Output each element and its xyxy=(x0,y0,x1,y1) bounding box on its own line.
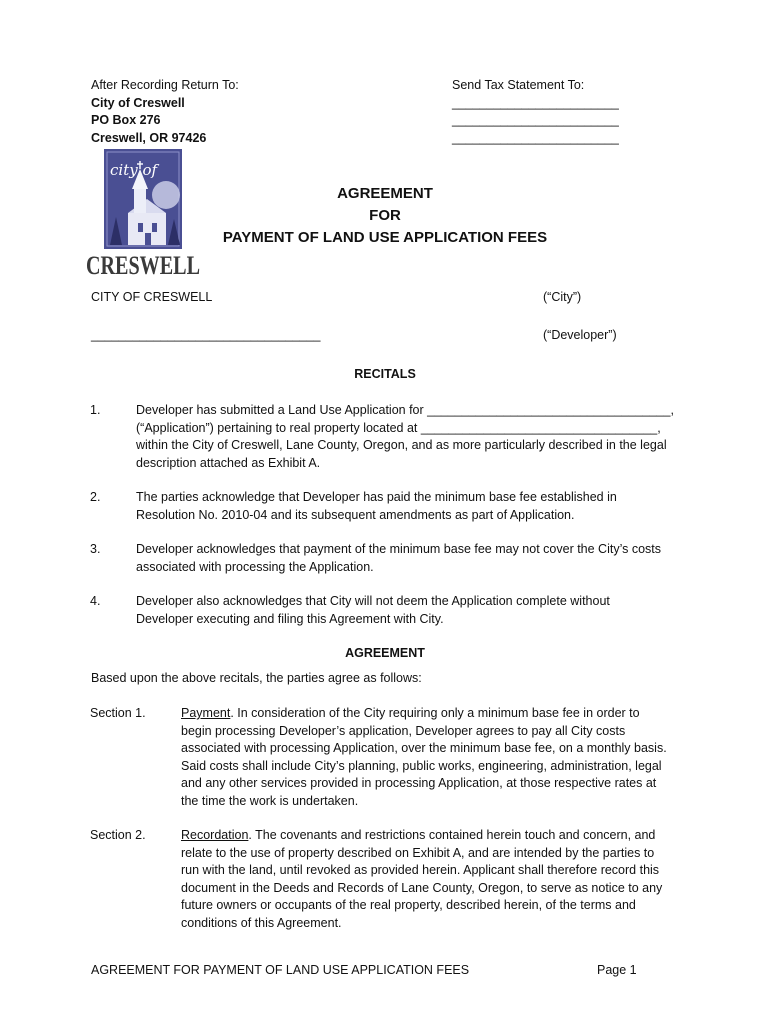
title-line: PAYMENT OF LAND USE APPLICATION FEES xyxy=(222,229,548,246)
section-text xyxy=(181,827,681,932)
recital-line: (“Application”) pertaining to real property located at __________________________________, xyxy=(136,420,661,435)
section-line: future owners or occupants of the real property, described herein, of the terms and xyxy=(181,898,636,912)
section-title: Payment xyxy=(181,706,231,720)
section-text xyxy=(181,705,681,810)
section-line: . The covenants and restrictions contained herein touch and concern, and xyxy=(248,828,656,842)
agreement-intro: Based upon the above recitals, the parties agree as follows: xyxy=(91,671,422,685)
recital-line: Developer executing and filing this Agreement with City. xyxy=(136,611,444,626)
section-line: and any other services provided in processing Application, at those respective rates at xyxy=(181,776,657,790)
section-line: conditions of this Agreement. xyxy=(181,915,342,930)
party-developer-blank: _________________________________ xyxy=(91,328,321,342)
recital-number: 3. xyxy=(90,542,101,556)
section-line: begin processing Developer’s application, Developer agrees to pay all City costs xyxy=(181,723,626,738)
party-developer-role: (“Developer”) xyxy=(543,328,617,342)
tax-statement-heading: Send Tax Statement To: xyxy=(452,78,585,92)
agreement-heading: AGREEMENT xyxy=(345,646,425,660)
section-line: document in the Deeds and Records of Lane County, Oregon, to serve as notice to any xyxy=(181,880,663,895)
title-line: AGREEMENT xyxy=(337,185,433,202)
document-title xyxy=(0,183,770,249)
recital-line: associated with processing the Application. xyxy=(136,559,374,574)
recital-text xyxy=(136,593,676,628)
section-line: run with the land, until revoked as provided herein. Applicant shall therefore record this xyxy=(181,863,660,877)
recital-number: 4. xyxy=(90,594,101,608)
recital-line: description attached as Exhibit A. xyxy=(136,455,321,470)
tax-statement-blank-line: ________________________ xyxy=(452,95,619,110)
return-to-line: City of Creswell xyxy=(91,95,185,110)
title-line: FOR xyxy=(369,207,401,224)
recital-number: 1. xyxy=(90,403,101,417)
recital-line: Resolution No. 2010-04 and its subsequent amendments as part of Application. xyxy=(136,507,575,522)
recital-text xyxy=(136,489,676,524)
section-line: Said costs shall include City’s planning, public works, engineering, administration, legal xyxy=(181,758,662,773)
tax-statement-blank-line: ________________________ xyxy=(452,113,619,127)
section-line: associated with processing Application, over the minimum base fee, on a monthly basis. xyxy=(181,741,667,755)
logo-text-top: city of xyxy=(110,161,158,179)
recital-line: The parties acknowledge that Developer has paid the minimum base fee established in xyxy=(136,490,617,504)
tax-statement-blank-line: ________________________ xyxy=(452,130,619,145)
recital-line: Developer has submitted a Land Use Application for ___________________________________, xyxy=(136,403,674,417)
recital-text xyxy=(136,402,676,472)
recital-line: Developer also acknowledges that City will not deem the Application complete without xyxy=(136,594,610,608)
page-number: Page 1 xyxy=(597,963,637,977)
tax-statement-block xyxy=(452,77,619,147)
section-line: relate to the use of property described on Exhibit A, and are intended by the parties to xyxy=(181,845,655,860)
party-city-name: CITY OF CRESWELL xyxy=(91,290,213,304)
return-to-line: PO Box 276 xyxy=(91,113,161,127)
section-line: . In consideration of the City requiring only a minimum base fee in order to xyxy=(230,706,640,720)
section-label: Section 1. xyxy=(90,706,146,720)
section-label: Section 2. xyxy=(90,828,146,842)
return-to-line: Creswell, OR 97426 xyxy=(91,130,207,145)
return-to-heading: After Recording Return To: xyxy=(91,78,239,92)
return-to-block xyxy=(91,77,239,147)
section-line: the time the work is undertaken. xyxy=(181,793,359,808)
recital-line: Developer acknowledges that payment of the minimum base fee may not cover the City’s costs xyxy=(136,542,662,556)
section-title: Recordation xyxy=(181,828,249,842)
party-city-role: (“City”) xyxy=(543,290,582,304)
recital-number: 2. xyxy=(90,490,101,504)
recital-line: within the City of Creswell, Lane County, Oregon, and as more particularly described in the legal xyxy=(136,438,667,452)
logo-text-bottom: CRESWELL xyxy=(86,251,200,280)
recitals-heading: RECITALS xyxy=(354,367,416,381)
recital-text xyxy=(136,541,676,576)
footer-title: AGREEMENT FOR PAYMENT OF LAND USE APPLICATION FEES xyxy=(91,963,470,977)
